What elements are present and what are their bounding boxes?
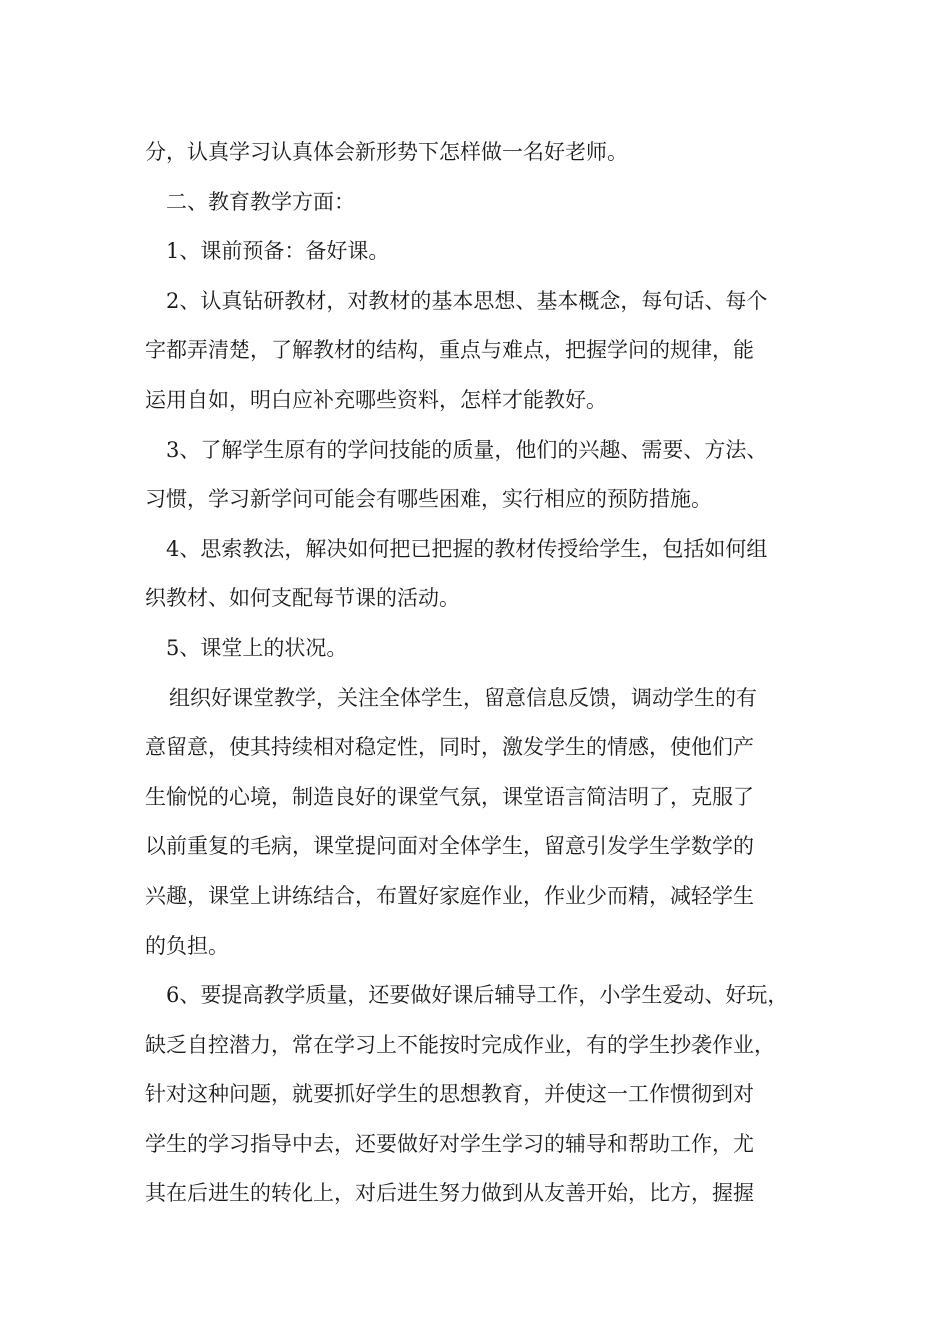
paragraph-line: 运用自如，明白应补充哪些资料，怎样才能教好。 bbox=[145, 387, 607, 412]
paragraph-line: 缺乏自控潜力，常在学习上不能按时完成作业，有的学生抄袭作业， bbox=[145, 1032, 775, 1057]
paragraph-line: 3、了解学生原有的学问技能的质量，他们的兴趣、需要、方法、 bbox=[166, 437, 768, 462]
paragraph-line: 字都弄清楚，了解教材的结构，重点与难点，把握学问的规律，能 bbox=[145, 338, 754, 363]
paragraph-line: 的负担。 bbox=[145, 933, 229, 958]
paragraph-line: 组织好课堂教学，关注全体学生，留意信息反馈，调动学生的有 bbox=[169, 685, 757, 710]
paragraph-line: 分，认真学习认真体会新形势下怎样做一名好老师。 bbox=[145, 140, 628, 164]
section-heading: 二、教育教学方面： bbox=[166, 189, 355, 214]
paragraph-line: 生愉悦的心境，制造良好的课堂气氛，课堂语言简洁明了，克服了 bbox=[145, 784, 754, 809]
paragraph-line: 习惯，学习新学问可能会有哪些困难，实行相应的预防措施。 bbox=[145, 487, 712, 512]
paragraph-line: 针对这种问题，就要抓好学生的思想教育，并使这一工作惯彻到对 bbox=[145, 1082, 754, 1107]
paragraph-line: 2、认真钻研教材，对教材的基本思想、基本概念，每句话、每个 bbox=[166, 288, 768, 313]
paragraph-line: 6、要提高教学质量，还要做好课后辅导工作，小学生爱动、好玩， bbox=[166, 983, 789, 1008]
paragraph-line: 织教材、如何支配每节课的活动。 bbox=[145, 586, 460, 611]
paragraph-line: 兴趣，课堂上讲练结合，布置好家庭作业，作业少而精，减轻学生 bbox=[145, 883, 754, 908]
paragraph-line: 4、思索教法，解决如何把已把握的教材传授给学生，包括如何组 bbox=[166, 536, 768, 561]
paragraph-line: 学生的学习指导中去，还要做好对学生学习的辅导和帮助工作，尤 bbox=[145, 1131, 754, 1156]
paragraph-line: 5、课堂上的状况。 bbox=[166, 635, 348, 660]
paragraph-line: 以前重复的毛病，课堂提问面对全体学生，留意引发学生学数学的 bbox=[145, 834, 754, 859]
paragraph-line: 其在后进生的转化上，对后进生努力做到从友善开始，比方，握握 bbox=[145, 1181, 754, 1206]
document-body bbox=[145, 128, 825, 1219]
paragraph-line: 1、课前预备：备好课。 bbox=[166, 239, 390, 264]
paragraph-line: 意留意，使其持续相对稳定性，同时，激发学生的情感，使他们产 bbox=[145, 735, 754, 760]
